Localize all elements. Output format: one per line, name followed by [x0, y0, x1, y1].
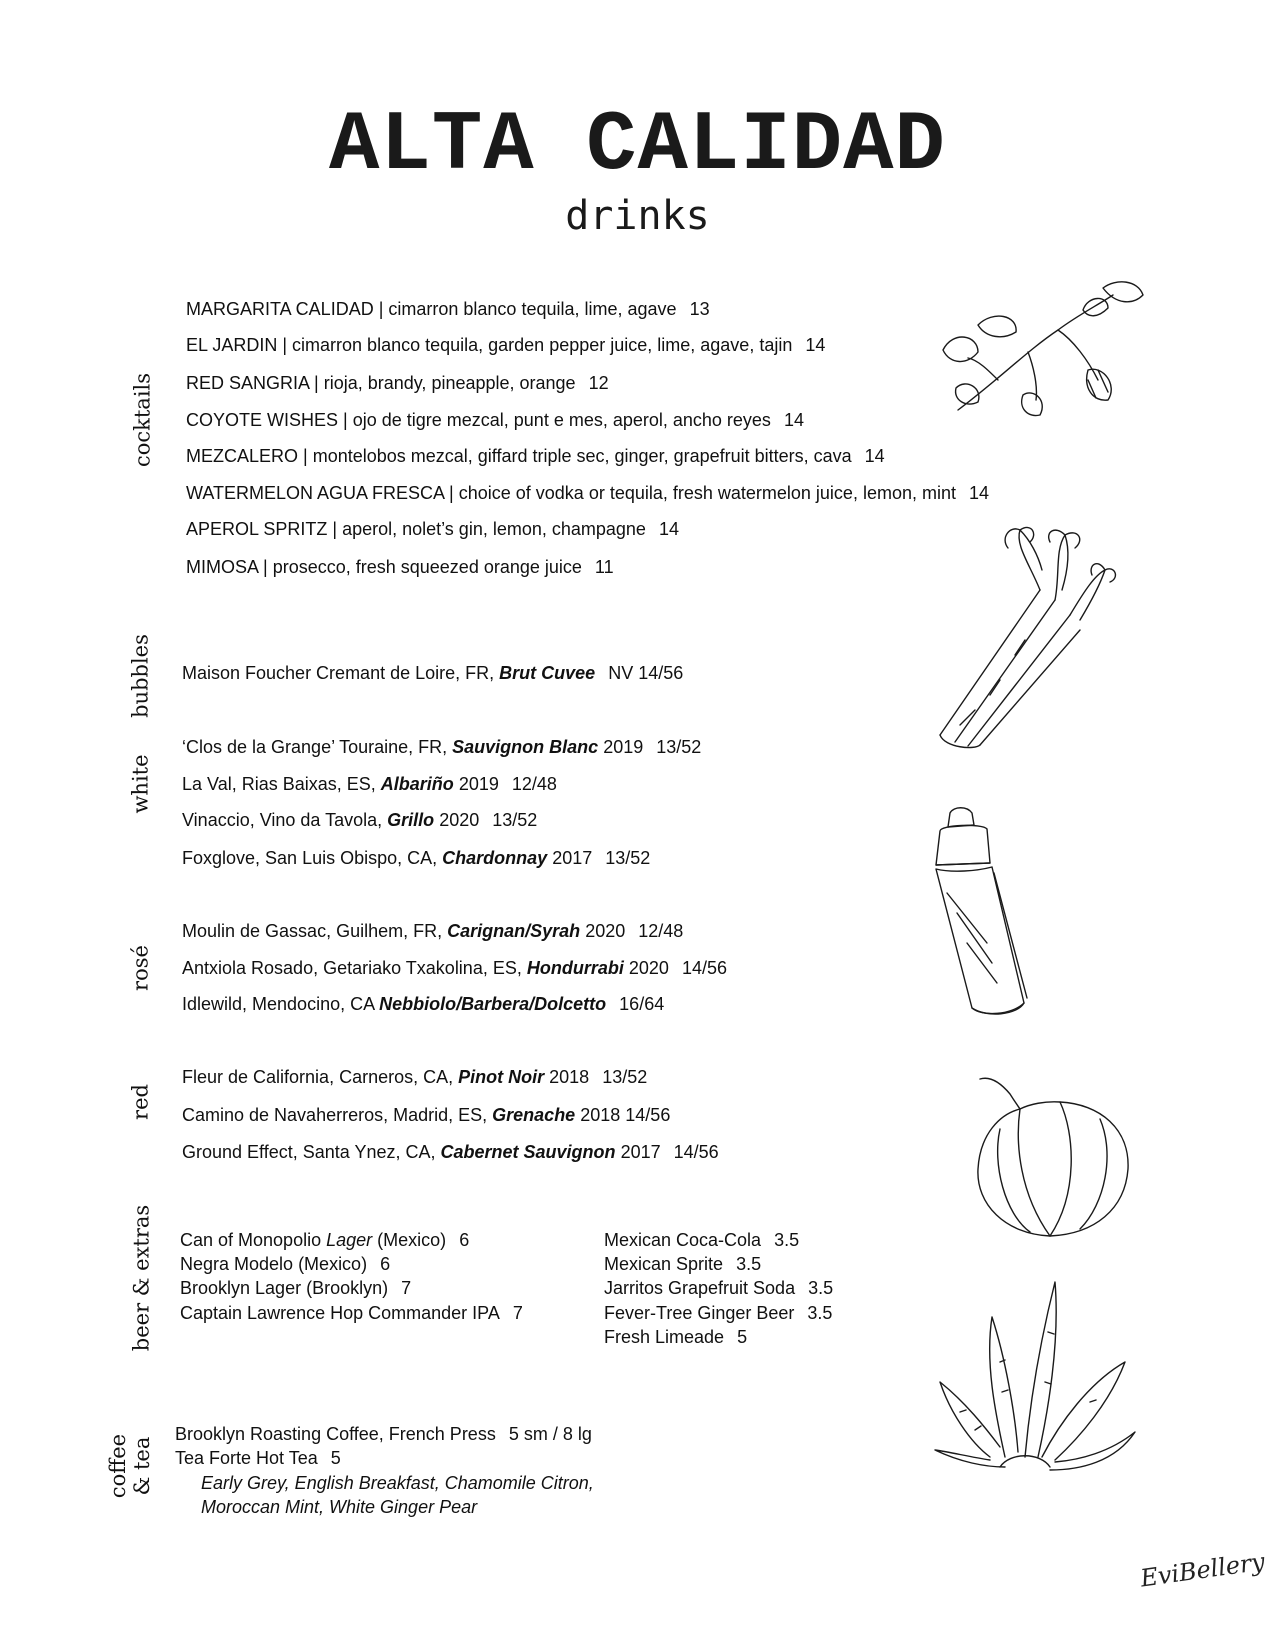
menu-item-cocktail: RED SANGRIA | rioja, brandy, pineapple, orange 12: [186, 373, 609, 393]
menu-item-cocktail: MEZCALERO | montelobos mezcal, giffard triple sec, ginger, grapefruit bitters, cava 14: [186, 446, 885, 466]
wine-item-white: [182, 849, 650, 867]
wine-price: 14/56: [681, 958, 727, 978]
section-label-bubbles: bubbles: [128, 634, 153, 718]
section-label-beer: beer & extras: [129, 1204, 154, 1352]
item-name: MEZCALERO: [186, 446, 299, 466]
wine-item-red: [182, 1068, 647, 1086]
item-name: WATERMELON AGUA FRESCA: [186, 483, 445, 503]
wine-price: 13/52: [602, 1067, 648, 1087]
coffee-item: [175, 1425, 592, 1443]
beer-item: [180, 1279, 411, 1297]
extra-item: [604, 1231, 799, 1249]
item-price: 14: [805, 335, 826, 355]
wine-item-white: [182, 775, 557, 793]
wine-varietal: Brut Cuvee: [499, 663, 596, 683]
habanero-pepper-icon: [970, 1074, 1135, 1244]
tea-name: Tea Forte Hot Tea: [175, 1448, 318, 1468]
item-desc: prosecco, fresh squeezed orange juice: [272, 557, 582, 577]
beer-item: [180, 1231, 469, 1249]
wine-vintage: 2017: [552, 848, 593, 868]
wine-vintage: 2017: [620, 1142, 661, 1162]
wine-producer: Camino de Navaherreros, Madrid, ES,: [182, 1105, 488, 1125]
wine-price: 13/52: [605, 848, 651, 868]
wine-varietal: Nebbiolo/Barbera/Dolcetto: [379, 994, 607, 1014]
item-name: MARGARITA CALIDAD: [186, 299, 374, 319]
wine-price: 12/48: [638, 921, 684, 941]
wine-price: 12/48: [511, 774, 557, 794]
wine-price: 14/56: [638, 663, 684, 683]
wine-varietal: Carignan/Syrah: [447, 921, 581, 941]
cocktail-shaker-icon: [932, 803, 1042, 1018]
wine-producer: Idlewild, Mendocino, CA: [182, 994, 375, 1014]
wine-producer: Fleur de California, Carneros, CA,: [182, 1067, 454, 1087]
wine-vintage: NV: [608, 663, 634, 683]
item-desc: cimarron blanco tequila, lime, agave: [388, 299, 677, 319]
menu-subtitle: drinks: [565, 193, 710, 239]
wine-producer: ‘Clos de la Grange’ Touraine, FR,: [182, 737, 448, 757]
tea-price: 5: [330, 1448, 341, 1468]
wine-varietal: Grillo: [387, 810, 435, 830]
wine-price: 14/56: [673, 1142, 719, 1162]
menu-title: ALTA CALIDAD: [329, 99, 946, 194]
wine-price: 13/52: [656, 737, 702, 757]
section-label-coffee-line1: coffee: [105, 1433, 130, 1499]
wine-producer: Moulin de Gassac, Guilhem, FR,: [182, 921, 443, 941]
agave-plant-icon: [930, 1272, 1140, 1472]
extra-item: [604, 1328, 747, 1346]
tea-item: [175, 1449, 341, 1467]
item-price: 14: [969, 483, 990, 503]
wine-price: 13/52: [492, 810, 538, 830]
wine-vintage: 2019: [603, 737, 644, 757]
item-price: 14: [658, 519, 679, 539]
section-label-cocktails: cocktails: [130, 372, 155, 468]
item-name: RED SANGRIA: [186, 373, 310, 393]
wine-varietal: Sauvignon Blanc: [452, 737, 599, 757]
beer-price: 6: [380, 1254, 391, 1274]
section-label-coffee-line2: & tea: [130, 1436, 154, 1496]
item-desc: ojo de tigre mezcal, punt e mes, aperol, ancho reyes: [352, 410, 771, 430]
section-label-rose: rosé: [128, 945, 153, 991]
section-label-coffee: [106, 1434, 154, 1498]
item-desc: montelobos mezcal, giffard triple sec, ginger, grapefruit bitters, cava: [312, 446, 852, 466]
extra-price: 3.5: [736, 1254, 762, 1274]
beer-price: 6: [459, 1230, 470, 1250]
item-price: 13: [689, 299, 710, 319]
wine-varietal: Chardonnay: [442, 848, 548, 868]
wine-varietal: Hondurrabi: [526, 958, 624, 978]
item-desc: choice of vodka or tequila, fresh watermelon juice, lemon, mint: [458, 483, 956, 503]
coffee-price: 5 sm / 8 lg: [508, 1424, 592, 1444]
tea-varieties: Early Grey, English Breakfast, Chamomile Citron,: [201, 1473, 594, 1493]
item-price: 12: [588, 373, 609, 393]
beer-price: 7: [401, 1278, 412, 1298]
beer-name: Can of Monopolio: [180, 1230, 322, 1250]
section-label-red: red: [128, 1084, 153, 1120]
extra-name: Mexican Coca-Cola: [604, 1230, 762, 1250]
extra-price: 5: [737, 1327, 748, 1347]
wine-producer: Foxglove, San Luis Obispo, CA,: [182, 848, 438, 868]
menu-item-cocktail: MIMOSA | prosecco, fresh squeezed orange juice 11: [186, 557, 614, 577]
wine-varietal: Cabernet Sauvignon: [440, 1142, 616, 1162]
artist-signature: EviBellery: [1138, 1547, 1267, 1593]
beer-name: Captain Lawrence Hop Commander IPA: [180, 1303, 500, 1323]
extra-name: Fresh Limeade: [604, 1327, 725, 1347]
item-price: 14: [864, 446, 885, 466]
item-desc: cimarron blanco tequila, garden pepper juice, lime, agave, tajin: [292, 335, 793, 355]
wine-varietal: Pinot Noir: [458, 1067, 545, 1087]
tea-varieties-line: [201, 1474, 594, 1492]
item-name: MIMOSA: [186, 557, 259, 577]
extra-price: 3.5: [808, 1278, 834, 1298]
wine-price: 14/56: [625, 1105, 671, 1125]
wine-vintage: 2020: [628, 958, 669, 978]
section-label-white: white: [128, 754, 153, 814]
wine-producer: Antxiola Rosado, Getariako Txakolina, ES,: [182, 958, 522, 978]
extra-item: [604, 1304, 832, 1322]
menu-item-cocktail: MARGARITA CALIDAD | cimarron blanco tequila, lime, agave 13: [186, 299, 710, 319]
extra-name: Mexican Sprite: [604, 1254, 724, 1274]
wine-item-rose: [182, 922, 683, 940]
wine-price: 16/64: [619, 994, 665, 1014]
beer-name: Brooklyn Lager (Brooklyn): [180, 1278, 389, 1298]
menu-item-cocktail: WATERMELON AGUA FRESCA | choice of vodka or tequila, fresh watermelon juice, lemon, mint 14: [186, 483, 990, 503]
menu-item-cocktail: COYOTE WISHES | ojo de tigre mezcal, punt e mes, aperol, ancho reyes 14: [186, 410, 804, 430]
beer-item: [180, 1304, 523, 1322]
wine-item-red: [182, 1143, 719, 1161]
item-name: EL JARDIN: [186, 335, 278, 355]
wine-item-bubbles: [182, 664, 683, 682]
beer-item: [180, 1255, 390, 1273]
wine-item-white: [182, 811, 537, 829]
extra-price: 3.5: [774, 1230, 800, 1250]
item-name: APEROL SPRITZ: [186, 519, 328, 539]
wine-producer: Vinaccio, Vino da Tavola,: [182, 810, 383, 830]
wine-vintage: 2020: [439, 810, 480, 830]
item-desc: aperol, nolet’s gin, lemon, champagne: [342, 519, 646, 539]
wine-varietal: Albariño: [380, 774, 454, 794]
extra-name: Fever-Tree Ginger Beer: [604, 1303, 795, 1323]
wine-item-rose: [182, 959, 727, 977]
beer-price: 7: [512, 1303, 523, 1323]
extra-item: [604, 1279, 833, 1297]
tea-varieties: Moroccan Mint, White Ginger Pear: [201, 1497, 478, 1517]
extra-item: [604, 1255, 761, 1273]
item-price: 11: [594, 557, 614, 577]
coffee-name: Brooklyn Roasting Coffee, French Press: [175, 1424, 496, 1444]
item-name: COYOTE WISHES: [186, 410, 339, 430]
wine-producer: La Val, Rias Baixas, ES,: [182, 774, 376, 794]
item-desc: rioja, brandy, pineapple, orange: [323, 373, 576, 393]
menu-item-cocktail: APEROL SPRITZ | aperol, nolet’s gin, lemon, champagne 14: [186, 519, 679, 539]
wine-item-white: [182, 738, 701, 756]
menu-item-cocktail: EL JARDIN | cimarron blanco tequila, garden pepper juice, lime, agave, tajin 14: [186, 335, 826, 355]
beer-name: Negra Modelo (Mexico): [180, 1254, 368, 1274]
extra-name: Jarritos Grapefruit Soda: [604, 1278, 796, 1298]
celery-icon: [920, 520, 1120, 750]
wine-item-rose: [182, 995, 664, 1013]
wine-item-red: [182, 1106, 670, 1124]
extra-price: 3.5: [807, 1303, 833, 1323]
item-price: 14: [783, 410, 804, 430]
wine-vintage: 2019: [458, 774, 499, 794]
wine-vintage: 2018: [549, 1067, 590, 1087]
flowering-vine-icon: [938, 270, 1153, 420]
wine-vintage: 2018: [580, 1105, 621, 1125]
tea-varieties-line: [201, 1498, 477, 1516]
wine-vintage: 2020: [585, 921, 626, 941]
beer-style: Lager: [326, 1230, 373, 1250]
wine-varietal: Grenache: [492, 1105, 576, 1125]
wine-producer: Maison Foucher Cremant de Loire, FR,: [182, 663, 495, 683]
beer-origin: (Mexico): [377, 1230, 447, 1250]
wine-producer: Ground Effect, Santa Ynez, CA,: [182, 1142, 436, 1162]
